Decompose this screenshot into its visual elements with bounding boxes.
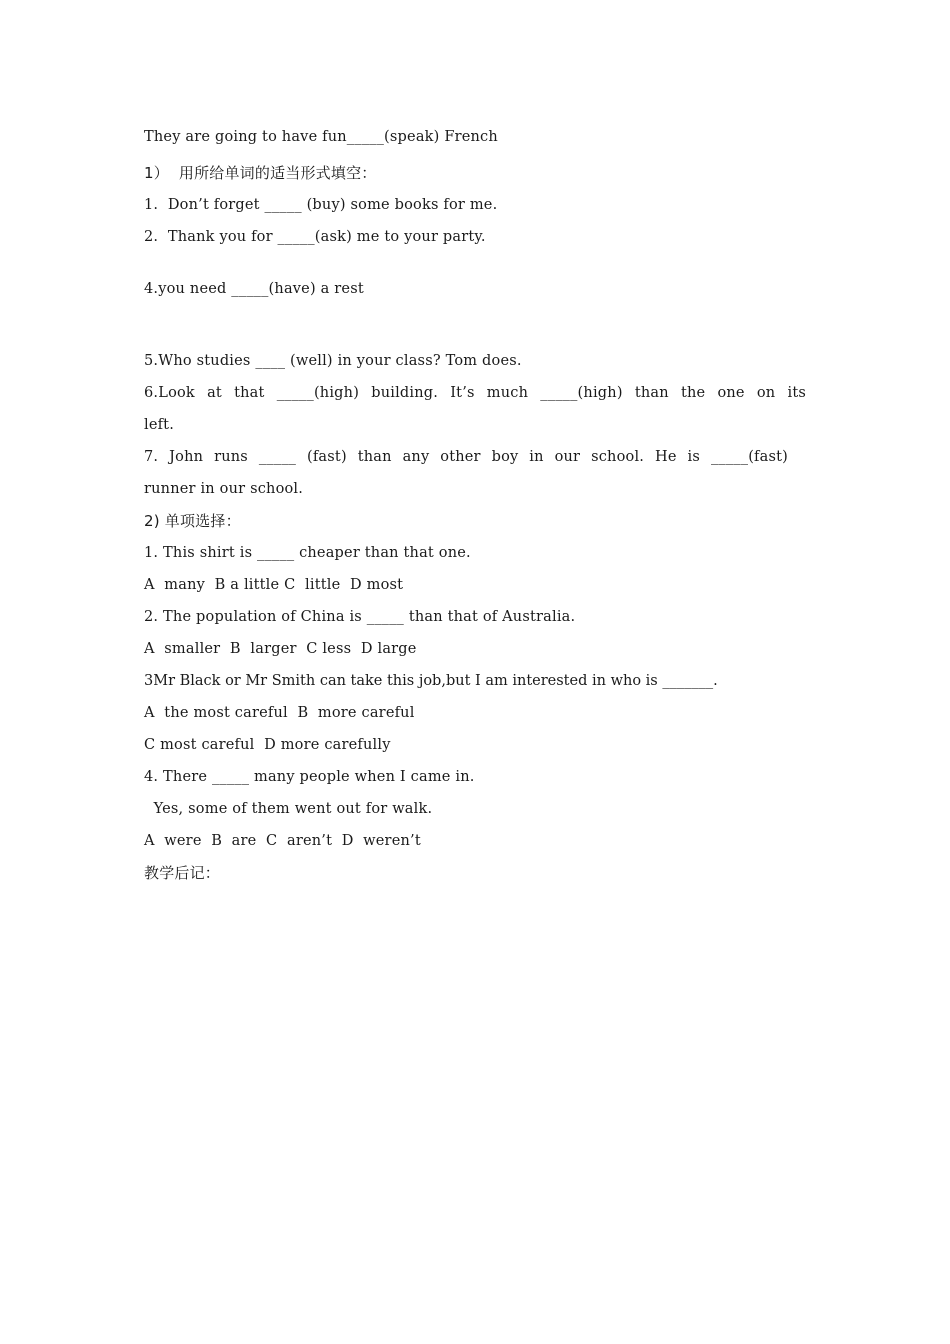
choice-question-4-options: A were B are C aren’t D weren’t (144, 833, 421, 849)
choice-question-2-options: A smaller B larger C less D large (144, 641, 417, 657)
fill-question-7-line-2: runner in our school. (144, 481, 304, 497)
choice-question-1-options: A many B a little C little D most (144, 577, 404, 593)
fill-question-2: 2. Thank you for _____(ask) me to your party. (144, 229, 486, 245)
section-2-title: 2) 单项选择： (144, 512, 241, 530)
intro-sentence: They are going to have fun_____(speak) French (144, 129, 498, 145)
choice-question-3: 3Mr Black or Mr Smith can take this job,but I am interested in who is _______. (144, 673, 718, 689)
fill-question-4: 4.you need _____(have) a rest (144, 281, 364, 297)
fill-question-5: 5.Who studies ____ (well) in your class? Tom does. (144, 353, 522, 369)
choice-question-3-options-b: C most careful D more carefully (144, 737, 391, 753)
choice-question-2: 2. The population of China is _____ than that of Australia. (144, 609, 576, 625)
teaching-notes-label: 教学后记： (144, 864, 221, 882)
fill-question-1: 1. Don’t forget _____ (buy) some books for me. (144, 197, 498, 213)
choice-question-4: 4. There _____ many people when I came in. (144, 769, 475, 785)
choice-question-4-reply: Yes, some of them went out for walk. (144, 801, 433, 817)
choice-question-1: 1. This shirt is _____ cheaper than that one. (144, 545, 471, 561)
choice-question-3-options-a: A the most careful B more careful (144, 705, 415, 721)
worksheet-page (144, 0, 824, 1344)
section-1-title: 1） 用所给单词的适当形式填空： (144, 164, 377, 182)
fill-question-6-line-2: left. (144, 417, 175, 433)
fill-question-6-line-1: 6.Look at that _____(high) building. It’s much _____(high) than the one on its (144, 385, 806, 401)
fill-question-7-line-1: 7. John runs _____ (fast) than any other boy in our school. He is _____(fast) (144, 449, 788, 465)
